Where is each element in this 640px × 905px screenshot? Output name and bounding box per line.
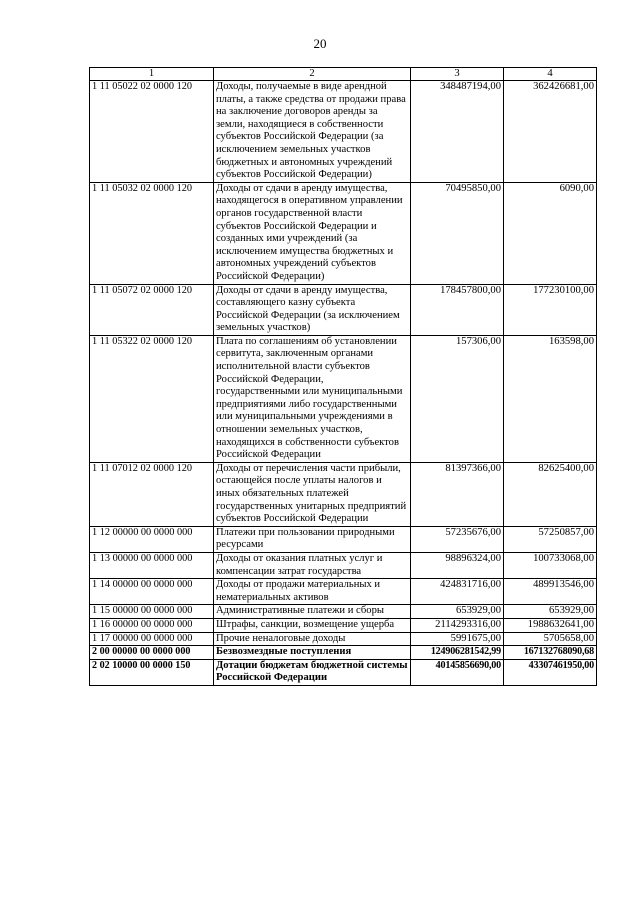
table-row (90, 462, 597, 526)
amount-col-4: 163598,00 (504, 335, 597, 462)
table-row (90, 182, 597, 284)
amount-col-3: 70495850,00 (411, 182, 504, 284)
header-col-3: 3 (411, 68, 504, 81)
budget-code: 1 16 00000 00 0000 000 (90, 618, 214, 632)
amount-col-4: 43307461950,00 (504, 659, 597, 685)
revenue-name: Доходы от сдачи в аренду имущества, находящегося в оперативном управлении органов государственной власти субъектов Российской Федерации и созданных ими учреждений (за исключением имущества бюджетных и автономных учреждений субъектов Российской Федерации) (214, 182, 411, 284)
amount-col-4: 6090,00 (504, 182, 597, 284)
amount-col-4: 1988632641,00 (504, 618, 597, 632)
amount-col-4: 5705658,00 (504, 632, 597, 646)
amount-col-3: 2114293316,00 (411, 618, 504, 632)
table-row (90, 335, 597, 462)
table-row (90, 284, 597, 335)
revenue-name: Доходы от продажи материальных и нематериальных активов (214, 579, 411, 605)
header-col-1: 1 (90, 68, 214, 81)
table-row (90, 618, 597, 632)
table-row-total (90, 646, 597, 660)
revenue-name: Плата по соглашениям об установлении сервитута, заключенным органами исполнительной власти субъектов Российской Федерации, государственными или муниципальными предприятиями либо государственными или муниципальными учреждениями в отношении земельных участков, находящихся в собственности субъектов Российской Федерации (214, 335, 411, 462)
amount-col-4: 362426681,00 (504, 81, 597, 183)
amount-col-3: 157306,00 (411, 335, 504, 462)
amount-col-3: 424831716,00 (411, 579, 504, 605)
budget-code: 1 14 00000 00 0000 000 (90, 579, 214, 605)
revenue-name: Доходы от перечисления части прибыли, остающейся после уплаты налогов и иных обязательных платежей государственных унитарных предприятий субъектов Российской Федерации (214, 462, 411, 526)
revenue-name: Прочие неналоговые доходы (214, 632, 411, 646)
amount-col-4: 489913546,00 (504, 579, 597, 605)
table-row (90, 632, 597, 646)
budget-code: 1 11 05322 02 0000 120 (90, 335, 214, 462)
amount-col-4: 82625400,00 (504, 462, 597, 526)
header-col-4: 4 (504, 68, 597, 81)
amount-col-4: 167132768090,68 (504, 646, 597, 660)
revenue-name: Штрафы, санкции, возмещение ущерба (214, 618, 411, 632)
amount-col-3: 653929,00 (411, 605, 504, 619)
revenue-name: Доходы, получаемые в виде арендной платы, а также средства от продажи права на заключение договоров аренды за земли, находящиеся в собственности субъектов Российской Федерации (за исключением земельных участков бюджетных и автономных учреждений субъектов Российской Федерации) (214, 81, 411, 183)
table-row (90, 526, 597, 552)
budget-code: 2 00 00000 00 0000 000 (90, 646, 214, 660)
budget-code: 1 11 05032 02 0000 120 (90, 182, 214, 284)
amount-col-4: 57250857,00 (504, 526, 597, 552)
amount-col-4: 653929,00 (504, 605, 597, 619)
revenue-table (89, 67, 597, 686)
amount-col-3: 81397366,00 (411, 462, 504, 526)
amount-col-4: 100733068,00 (504, 552, 597, 578)
header-col-2: 2 (214, 68, 411, 81)
table-row (90, 579, 597, 605)
revenue-name: Дотации бюджетам бюджетной системы Российской Федерации (214, 659, 411, 685)
table-row (90, 81, 597, 183)
table-row (90, 552, 597, 578)
amount-col-3: 57235676,00 (411, 526, 504, 552)
budget-code: 1 11 05072 02 0000 120 (90, 284, 214, 335)
budget-code: 1 13 00000 00 0000 000 (90, 552, 214, 578)
revenue-name: Платежи при пользовании природными ресурсами (214, 526, 411, 552)
revenue-name: Административные платежи и сборы (214, 605, 411, 619)
table-row (90, 605, 597, 619)
table-row-subtotal (90, 659, 597, 685)
amount-col-3: 40145856690,00 (411, 659, 504, 685)
amount-col-4: 177230100,00 (504, 284, 597, 335)
budget-code: 1 17 00000 00 0000 000 (90, 632, 214, 646)
budget-code: 1 12 00000 00 0000 000 (90, 526, 214, 552)
revenue-name: Доходы от сдачи в аренду имущества, составляющего казну субъекта Российской Федерации (за исключением земельных участков) (214, 284, 411, 335)
budget-code: 1 11 05022 02 0000 120 (90, 81, 214, 183)
amount-col-3: 348487194,00 (411, 81, 504, 183)
amount-col-3: 98896324,00 (411, 552, 504, 578)
amount-col-3: 5991675,00 (411, 632, 504, 646)
amount-col-3: 178457800,00 (411, 284, 504, 335)
amount-col-3: 124906281542,99 (411, 646, 504, 660)
budget-code: 1 11 07012 02 0000 120 (90, 462, 214, 526)
revenue-name: Доходы от оказания платных услуг и компенсации затрат государства (214, 552, 411, 578)
revenue-name: Безвозмездные поступления (214, 646, 411, 660)
budget-code: 2 02 10000 00 0000 150 (90, 659, 214, 685)
table-header-row (90, 68, 597, 81)
budget-code: 1 15 00000 00 0000 000 (90, 605, 214, 619)
page-number: 20 (313, 36, 327, 51)
